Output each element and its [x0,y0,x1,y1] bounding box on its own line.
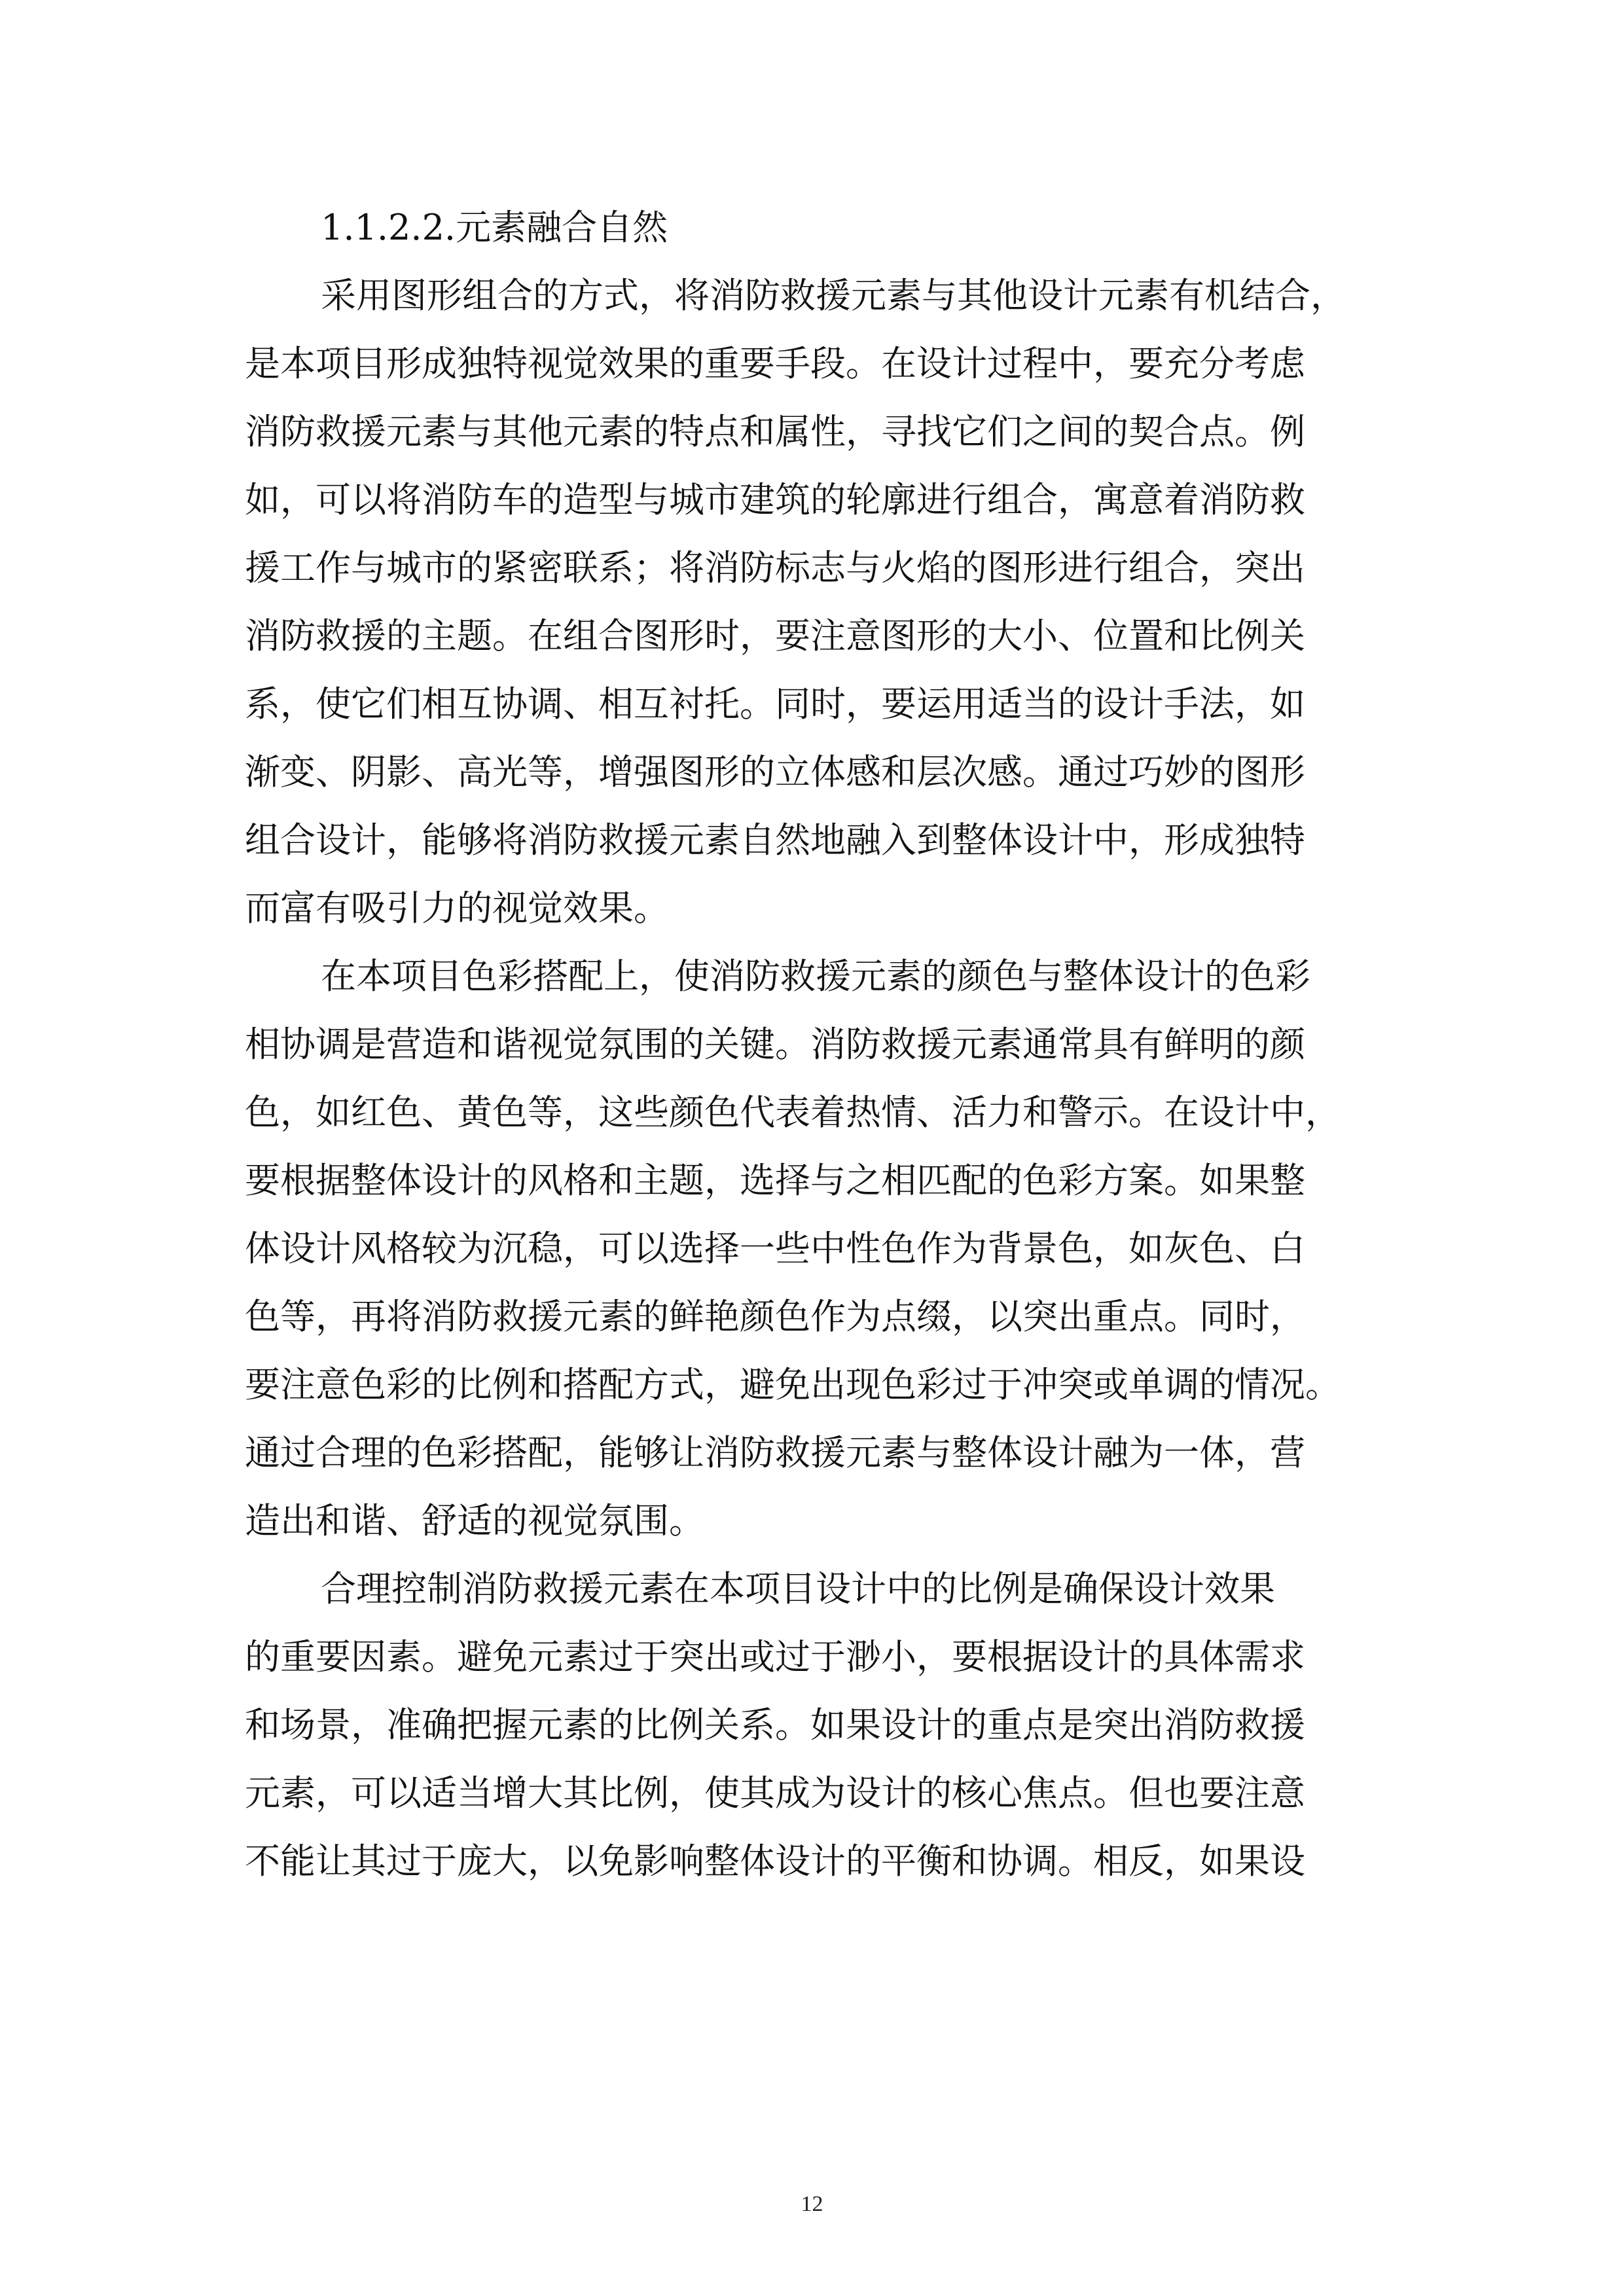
text-line: 相协调是营造和谐视觉氛围的关键。消防救援元素通常具有鲜明的颜 [245,1024,1305,1065]
text-line: 不能让其过于庞大，以免影响整体设计的平衡和协调。相反，如果设 [245,1840,1305,1882]
section-heading: 1.1.2.2.元素融合自然 [321,207,668,248]
text-line: 要注意色彩的比例和搭配方式，避免出现色彩过于冲突或单调的情况。 [245,1364,1341,1405]
paragraph-proportion-control [245,1555,1381,1895]
text-line: 采用图形组合的方式，将消防救援元素与其他设计元素有机结合， [321,275,1346,316]
text-line: 组合设计，能够将消防救援元素自然地融入到整体设计中，形成独特 [245,819,1305,861]
text-line: 系，使它们相互协调、相互衬托。同时，要运用适当的设计手法，如 [245,683,1305,725]
text-line: 造出和谐、舒适的视觉氛围。 [245,1500,704,1541]
text-line: 消防救援元素与其他元素的特点和属性，寻找它们之间的契合点。例 [245,411,1305,452]
paragraph-graphic-combination [245,262,1381,942]
text-line: 色，如红色、黄色等，这些颜色代表着热情、活力和警示。在设计中， [245,1092,1341,1133]
text-line: 色等，再将消防救援元素的鲜艳颜色作为点缀，以突出重点。同时， [245,1296,1305,1337]
text-line: 元素，可以适当增大其比例，使其成为设计的核心焦点。但也要注意 [245,1772,1305,1814]
text-line: 是本项目形成独特视觉效果的重要手段。在设计过程中，要充分考虑 [245,343,1305,384]
text-line: 渐变、阴影、高光等，增强图形的立体感和层次感。通过巧妙的图形 [245,751,1305,793]
text-line: 在本项目色彩搭配上，使消防救援元素的颜色与整体设计的色彩 [321,956,1310,997]
page-number: 12 [801,2192,823,2216]
text-line: 如，可以将消防车的造型与城市建筑的轮廓进行组合，寓意着消防救 [245,479,1305,520]
text-line: 的重要因素。避免元素过于突出或过于渺小，要根据设计的具体需求 [245,1636,1305,1677]
text-line: 体设计风格较为沉稳，可以选择一些中性色作为背景色，如灰色、白 [245,1228,1305,1269]
text-line: 要根据整体设计的风格和主题，选择与之相匹配的色彩方案。如果整 [245,1160,1305,1201]
text-line: 合理控制消防救援元素在本项目设计中的比例是确保设计效果 [321,1568,1275,1609]
text-line: 而富有吸引力的视觉效果。 [245,888,669,929]
text-line: 援工作与城市的紧密联系；将消防标志与火焰的图形进行组合，突出 [245,547,1305,588]
body-text [245,194,1381,1895]
text-line: 消防救援的主题。在组合图形时，要注意图形的大小、位置和比例关 [245,615,1305,656]
text-line: 和场景，准确把握元素的比例关系。如果设计的重点是突出消防救援 [245,1704,1305,1746]
text-line: 通过合理的色彩搭配，能够让消防救援元素与整体设计融为一体，营 [245,1432,1305,1473]
paragraph-color-matching [245,942,1381,1555]
